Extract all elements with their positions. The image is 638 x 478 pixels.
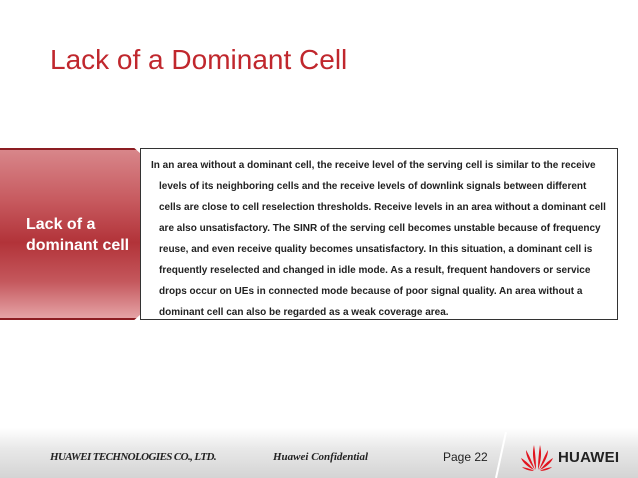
footer-confidential: Huawei Confidential	[273, 451, 369, 463]
slide-title: Lack of a Dominant Cell	[50, 44, 348, 75]
body-text: In an area without a dominant cell, the receive level of the serving cell is similar to the receive levels of its neighboring cells and the receive levels of downlink signals between different cells are close to cell reselection thresholds. Receive levels in an area without a dominant cell are also unsatisfactory. The SINR of the serving cell becomes unstable because of frequency reuse, and even receive quality becomes unsatisfactory. In this situation, a dominant cell is frequently reselected and changed in idle mode. As a result, frequent handovers or service drops occur on UEs in connected mode because of poor signal quality. An area without a dominant cell can also be regarded as a weak coverage area.	[151, 160, 606, 318]
huawei-logo-text: HUAWEI	[558, 449, 620, 466]
footer-divider	[494, 432, 508, 478]
section-tab-label: Lack of a dominant cell	[26, 216, 130, 254]
page-number: Page 22	[443, 450, 488, 464]
footer-company: HUAWEI TECHNOLOGIES CO., LTD.	[50, 451, 216, 463]
huawei-logo-icon	[520, 441, 554, 471]
content-box	[140, 148, 618, 320]
